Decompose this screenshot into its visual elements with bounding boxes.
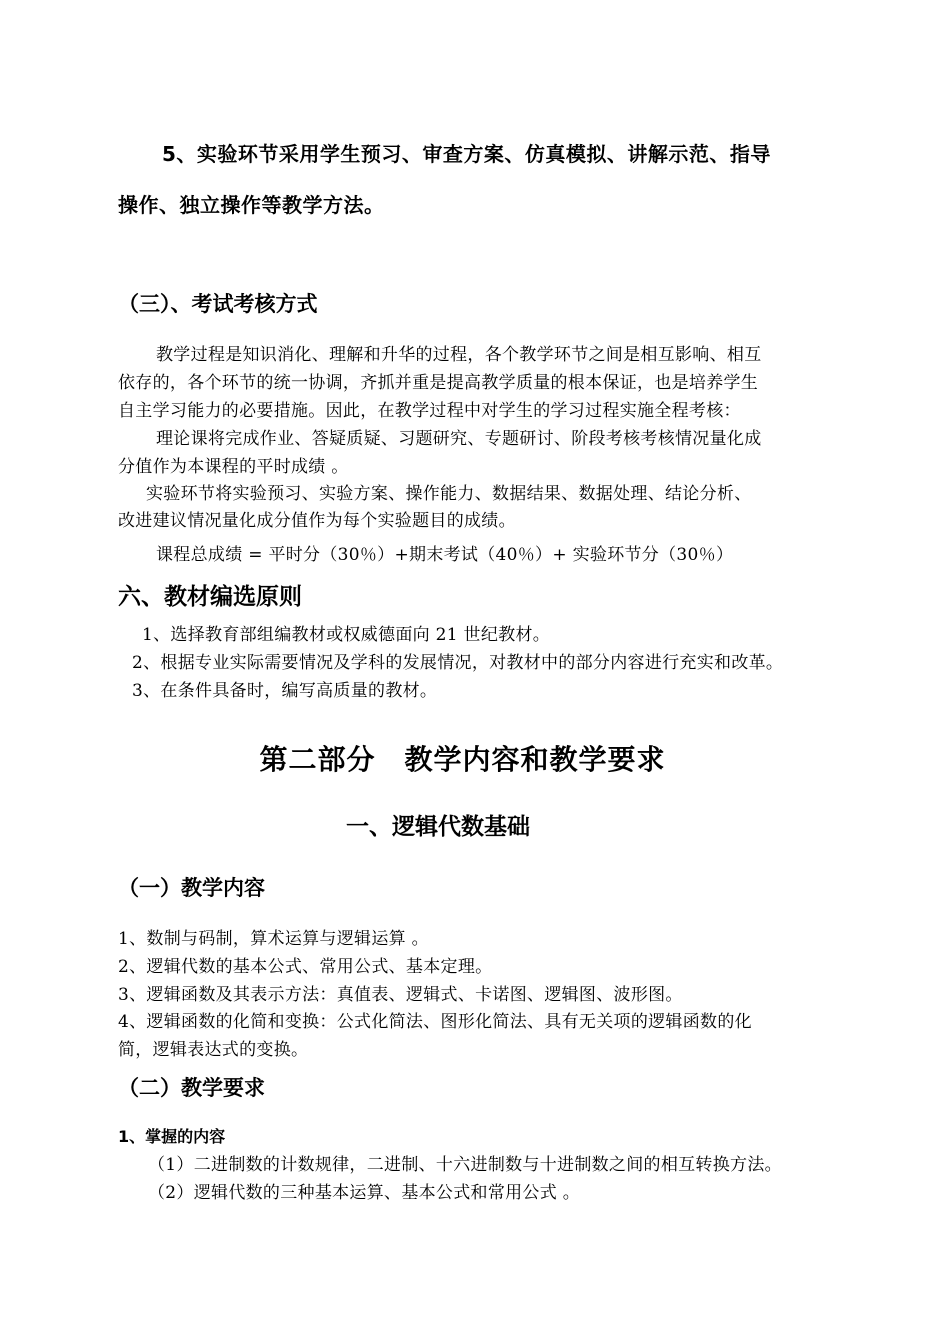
textbook-heading: 六、教材编选原则 [118,584,302,610]
exam-para2-line2: 分值作为本课程的平时成绩 。 [118,457,349,477]
exam-para1-line2: 依存的，各个环节的统一协调，齐抓并重是提高教学质量的根本保证，也是培养学生 [118,373,759,393]
content-item-2: 2、逻辑代数的基本公式、常用公式、基本定理。 [118,957,493,977]
exam-para3-line1: 实验环节将实验预习、实验方案、操作能力、数据结果、数据处理、结论分析、 [146,484,752,504]
exam-para3-line2: 改进建议情况量化成分值作为每个实验题目的成绩。 [118,511,516,531]
master-heading: 1、掌握的内容 [118,1127,226,1146]
content-item-3: 3、逻辑函数及其表示方法：真值表、逻辑式、卡诺图、逻辑图、波形图。 [118,985,683,1005]
method-item5-line2: 操作、独立操作等教学方法。 [118,193,385,217]
content-item-1: 1、数制与码制，算术运算与逻辑运算 。 [118,929,429,949]
method-item5-line1: 5、实验环节采用学生预习、审查方案、仿真模拟、讲解示范、指导 [162,142,771,166]
content-item-4-cont: 简，逻辑表达式的变换。 [118,1040,309,1060]
exam-heading: （三）、考试考核方式 [118,292,318,316]
content-heading: （一）教学内容 [118,876,265,900]
requirement-heading: （二）教学要求 [118,1076,265,1100]
textbook-item-1: 1、选择教育部组编教材或权威德面向 21 世纪教材。 [142,625,551,645]
content-item-4: 4、逻辑函数的化简和变换：公式化简法、图形化简法、具有无关项的逻辑函数的化 [118,1012,752,1032]
master-item-1: （1）二进制数的计数规律，二进制、十六进制数与十进制数之间的相互转换方法。 [148,1155,782,1175]
chapter-title: 一、逻辑代数基础 [346,814,530,840]
part2-title: 第二部分 教学内容和教学要求 [259,743,666,776]
textbook-item-2: 2、根据专业实际需要情况及学科的发展情况，对教材中的部分内容进行充实和改革。 [132,653,784,673]
exam-para2-line1: 理论课将完成作业、答疑质疑、习题研究、专题研讨、阶段考核考核情况量化成 [156,429,762,449]
exam-para1-line1: 教学过程是知识消化、理解和升华的过程，各个教学环节之间是相互影响、相互 [156,345,762,365]
textbook-item-3: 3、在条件具备时，编写高质量的教材。 [132,681,438,701]
exam-para1-line3: 自主学习能力的必要措施。因此，在教学过程中对学生的学习过程实施全程考核： [118,401,741,421]
master-item-2: （2）逻辑代数的三种基本运算、基本公式和常用公式 。 [148,1183,581,1203]
grade-formula: 课程总成绩 = 平时分（30％）+期末考试（40％）+ 实验环节分（30％） [156,545,734,565]
